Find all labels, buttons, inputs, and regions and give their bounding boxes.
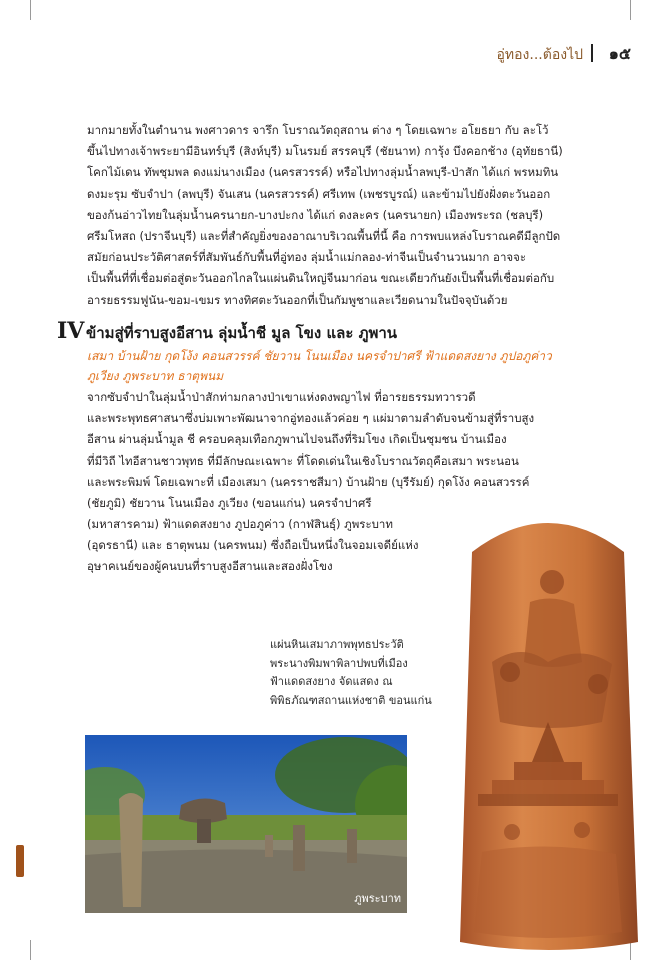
page-edge-tab <box>16 845 24 877</box>
text-line: (ชัยภูมิ) ชัยวาน โนนเมือง ภูเวียง (ขอนแก่น) นครจำปาศรี <box>87 496 372 511</box>
section-title: ข้ามสู่ที่ราบสูงอีสาน ลุ่มน้ำชี มูล โขง และ ภูพาน <box>86 324 398 342</box>
caption-line: ฟ้าแดดสงยาง จัดแสดง ณ <box>270 675 393 689</box>
phu-phrabat-photo <box>85 735 407 913</box>
text-line: (มหาสารคาม) ฟ้าแดดสงยาง ภูปอภูค่าว (กาฬสินธุ์) ภูพระบาท <box>87 517 393 531</box>
header-separator <box>591 44 593 62</box>
text-line: (อุดรธานี) และ ธาตุพนม (นครพนม) ซึ่งถือเป็นหนึ่งในจอมเจดีย์แห่ง <box>87 538 419 553</box>
section-number: IV <box>57 318 85 344</box>
text-line: ดงมะรุม ซับจำปา (ลพบุรี) จันเสน (นครสวรรค์) ศรีเทพ (เพชรบูรณ์) และข้ามไปยังฝั่งตะวันออก <box>87 186 551 201</box>
body-paragraph <box>87 387 610 514</box>
text-line: ที่มีวิถี ไทอีสานชาวพุทธ ที่มีลักษณะเฉพาะ ที่โดดเด่นในเชิงโบราณวัตถุคือเสมา พระนอน <box>87 453 519 468</box>
caption-line: แผ่นหินเสมาภาพพุทธประวัติ <box>270 638 404 651</box>
photo-caption: ภูพระบาท <box>354 892 401 905</box>
crop-mark <box>630 0 631 20</box>
text-line: ศรีมโหสถ (ปราจีนบุรี) และที่สำคัญยิ่งของอาณาบริเวณพื้นที่นี้ คือ การพบแหล่งโบราณคดีมีลูกปัด <box>87 229 561 244</box>
text-line: ของก้นอ่าวไทยในลุ่มน้ำนครนายก-บางปะกง ได้แก่ ดงละคร (นครนายก) เมืองพระรถ (ชลบุรี) <box>87 207 544 222</box>
sema-stele-image <box>452 512 644 952</box>
text-line: อีสาน ผ่านลุ่มน้ำมูล ชี ครอบคลุมเทือกภูพานไปจนถึงที่ริมโขง เกิดเป็นชุมชน บ้านเมือง <box>87 432 507 447</box>
text-line: อารยธรรมฟูนัน-ขอม-เขมร ทางทิศตะวันออกที่เป็นกัมพูชาและเวียดนามในปัจจุบันด้วย <box>87 292 508 307</box>
subtitle-line: ภูเวียง ภูพระบาท ธาตุพนม <box>87 369 224 383</box>
text-line: โคกไม้เดน ทัพชุมพล ดงแม่นางเมือง (นครสวรรค์) หรือไปทางลุ่มน้ำลพบุรี-ป่าสัก ได้แก่ พรหมทิน <box>87 165 559 180</box>
crop-mark <box>30 0 31 20</box>
text-line: สมัยก่อนประวัติศาสตร์ที่สัมพันธ์กับพื้นที่อู่ทอง ลุ่มน้ำแม่กลอง-ท่าจีนเป็นจำนวนมาก อาจจะ <box>87 250 527 265</box>
text-line: อุษาคเนย์ของผู้คนบนที่ราบสูงอีสานและสองฝั่งโขง <box>87 559 333 574</box>
section-subtitle <box>87 346 607 386</box>
text-line: ขึ้นไปทางเจ้าพระยามีอินทร์บุรี (สิงห์บุรี) มโนรมย์ สรรคบุรี (ชัยนาท) การุ้ง บึงคอกช้าง (อุทัยธานี) <box>87 144 563 159</box>
text-line: และพระพิมพ์ โดยเฉพาะที่ เมืองเสมา (นครราชสีมา) บ้านฝ้าย (บุรีรัมย์) กุดโง้ง คอนสวรรค์ <box>87 474 530 489</box>
text-line: มากมายทั้งในตำนาน พงศาวดาร จารึก โบราณวัตถุสถาน ต่าง ๆ โดยเฉพาะ อโยธยา กับ ละโว้ <box>87 123 549 137</box>
running-header-title: อู่ทอง...ต้องไป <box>496 47 583 63</box>
text-line: เป็นพื้นที่ที่เชื่อมต่อสู่ตะวันออกไกลในแผ่นดินใหญ่จีนมาก่อน ขณะเดียวกันยังเป็นพื้นที่เชื่อมต่อกับ <box>87 271 555 286</box>
body-paragraph-continued <box>87 514 447 578</box>
stele-caption <box>270 636 432 710</box>
intro-paragraph <box>87 120 610 311</box>
caption-line: พระนางพิมพาพิลาปพบที่เมือง <box>270 656 408 670</box>
page-number: ๑๕ <box>608 44 631 63</box>
caption-line: พิพิธภัณฑสถานแห่งชาติ ขอนแก่น <box>270 693 432 707</box>
subtitle-line: เสมา บ้านฝ้าย กุดโง้ง คอนสวรรค์ ชัยวาน โนนเมือง นครจำปาศรี ฟ้าแดดสงยาง ภูปอภูค่าว <box>87 349 552 363</box>
text-line: และพระพุทธศาสนาซึ่งบ่มเพาะพัฒนาจากอู่ทองแล้วค่อย ๆ แผ่มาตามลำดับจนข้ามสู่ที่ราบสูง <box>87 411 535 426</box>
crop-mark <box>30 940 31 960</box>
text-line: จากซับจำปาในลุ่มน้ำป่าสักท่ามกลางป่าเขาแห่งดงพญาไฟ ที่อารยธรรมทวารวดี <box>87 390 476 404</box>
